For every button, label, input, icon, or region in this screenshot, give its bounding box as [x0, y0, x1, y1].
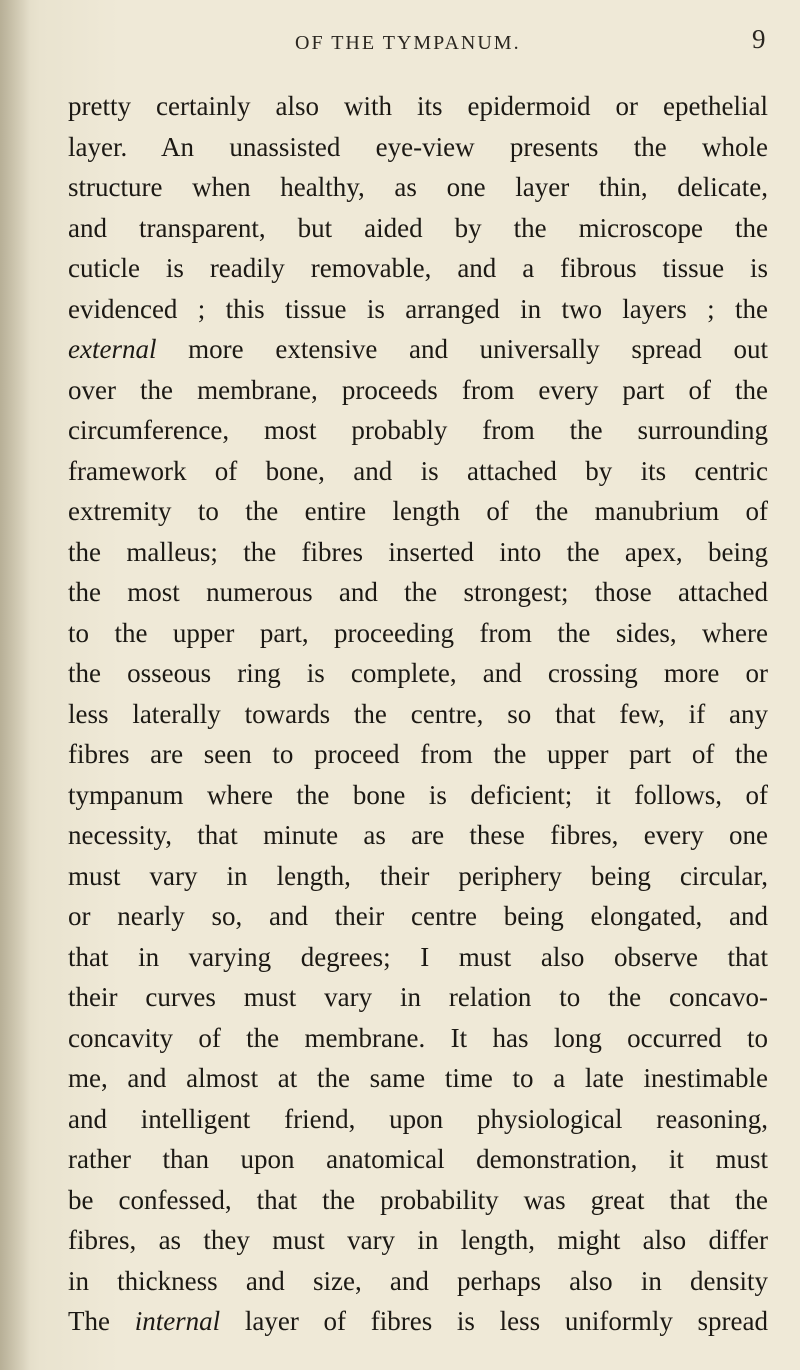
- text-line: layer. An unassisted eye-view presents the whole: [68, 131, 768, 162]
- text-line: less laterally towards the centre, so that few, if any: [68, 698, 768, 729]
- text-line: evidenced ; this tissue is arranged in two layers ; the: [68, 293, 768, 324]
- text-line: pretty certainly also with its epidermoid or epethelial: [68, 91, 768, 121]
- text-line: the most numerous and the strongest; those attached: [68, 577, 768, 607]
- text-line: be confessed, that the probability was great that the: [68, 1184, 768, 1215]
- binding-gutter-shadow: [0, 0, 30, 1370]
- text-line: over the membrane, proceeds from every part of the: [68, 374, 768, 405]
- text-line: to the upper part, proceeding from the sides, where: [68, 617, 768, 648]
- text-line: [68, 329, 768, 370]
- body-paragraph: [68, 86, 768, 1342]
- text-line: circumference, most probably from the surrounding: [68, 415, 768, 445]
- running-header: [0, 20, 800, 70]
- text-line: their curves must vary in relation to the concavo-: [68, 982, 768, 1012]
- text-line: or nearly so, and their centre being elongated, and: [68, 901, 768, 931]
- text-line-rest: more extensive and universally spread out: [188, 334, 768, 364]
- text-line: concavity of the membrane. It has long occurred to: [68, 1022, 768, 1053]
- text-line: the osseous ring is complete, and crossing more or: [68, 658, 768, 688]
- italic-word-external: external: [68, 334, 157, 364]
- text-line: necessity, that minute as are these fibres, every one: [68, 820, 768, 850]
- text-line: tympanum where the bone is deficient; it follows, of: [68, 779, 768, 810]
- text-line: must vary in length, their periphery being circular,: [68, 860, 768, 891]
- text-line-prefix: The: [68, 1306, 110, 1336]
- text-line-rest: layer of fibres is less uniformly spread: [244, 1306, 768, 1336]
- text-line: fibres, as they must vary in length, might also differ: [68, 1225, 768, 1255]
- text-line: the malleus; the fibres inserted into the apex, being: [68, 536, 768, 567]
- text-line: [68, 1301, 768, 1342]
- text-line: in thickness and size, and perhaps also in density: [68, 1265, 768, 1296]
- running-header-title: OF THE TYMPANUM.: [295, 32, 521, 54]
- text-line: me, and almost at the same time to a late inestimable: [68, 1063, 768, 1093]
- text-line: that in varying degrees; I must also observe that: [68, 941, 768, 972]
- text-line: framework of bone, and is attached by its centric: [68, 455, 768, 486]
- text-line: and transparent, but aided by the microscope the: [68, 212, 768, 243]
- page-number: 9: [752, 24, 766, 54]
- text-line: extremity to the entire length of the manubrium of: [68, 496, 768, 526]
- text-line: structure when healthy, as one layer thin, delicate,: [68, 172, 768, 202]
- text-line: cuticle is readily removable, and a fibrous tissue is: [68, 253, 768, 283]
- italic-word-internal: internal: [134, 1306, 221, 1336]
- text-line: fibres are seen to proceed from the upper part of the: [68, 739, 768, 769]
- text-line: rather than upon anatomical demonstration, it must: [68, 1144, 768, 1174]
- text-line: and intelligent friend, upon physiological reasoning,: [68, 1103, 768, 1134]
